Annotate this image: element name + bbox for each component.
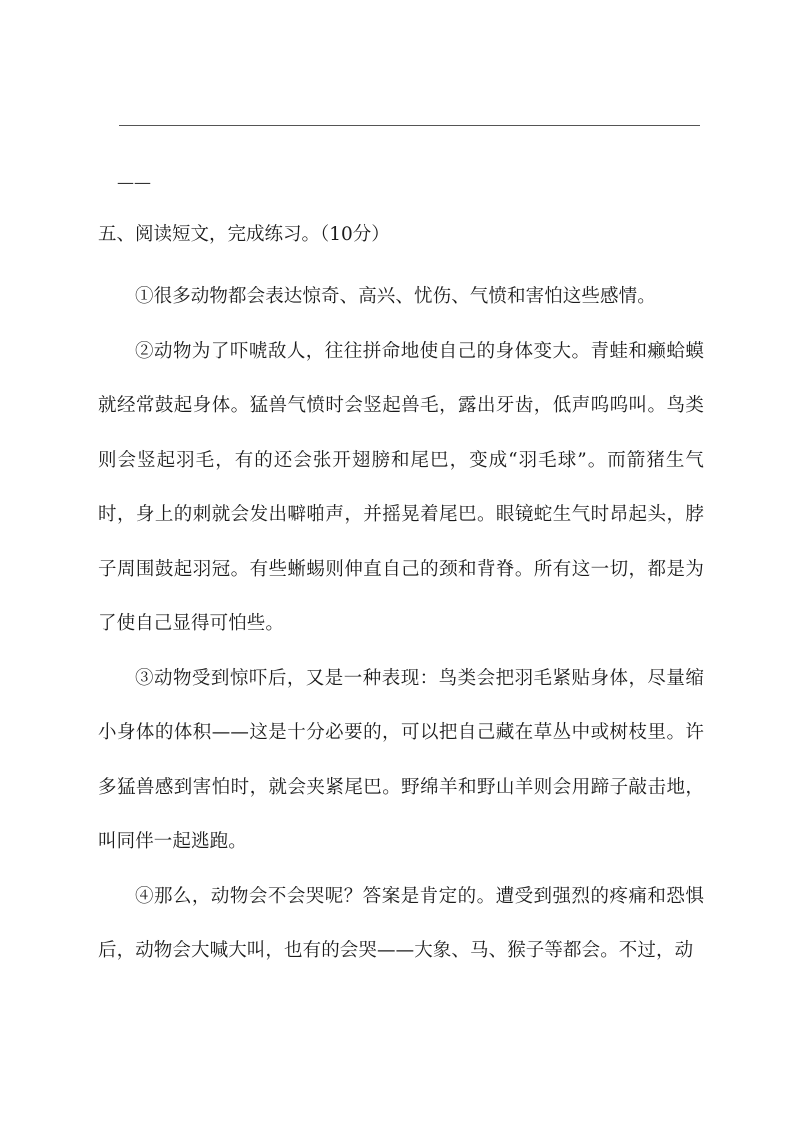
paragraph-1: ①很多动物都会表达惊奇、高兴、忧伤、气愤和害怕这些感情。	[135, 286, 656, 307]
paragraph-3: ③动物受到惊吓后，又是一种表现：鸟类会把羽毛紧贴身体，尽量缩小身体的体积——这是十分必要的，可以把自己藏在草丛中或树枝里。许多猛兽感到害怕时，就会夹紧尾巴。野绵羊和野山羊则会用蹄子敲击地，叫同伴一起逃跑。	[98, 667, 704, 852]
answer-dash: ——	[117, 173, 151, 193]
section-heading: 五、阅读短文，完成练习。（10分）	[98, 224, 390, 245]
paragraph-2: ②动物为了吓唬敌人，往往拼命地使自己的身体变大。青蛙和癞蛤蟆就经常鼓起身体。猛兽气愤时会竖起兽毛，露出牙齿，低声呜呜叫。鸟类则会竖起羽毛，有的还会张开翅膀和尾巴，变成“羽毛球”。而箭猪生气时，身上的刺就会发出噼啪声，并摇晃着尾巴。眼镜蛇生气时昂起头，脖子周围鼓起羽冠。有些蜥蜴则伸直自己的颈和背脊。所有这一切，都是为了使自己显得可怕些。	[98, 340, 704, 634]
answer-line	[119, 125, 700, 126]
paragraph-4: ④那么，动物会不会哭呢？答案是肯定的。遭受到强烈的疼痛和恐惧后，动物会大喊大叫，也有的会哭——大象、马、猴子等都会。不过，动	[98, 885, 704, 961]
reading-passage	[98, 270, 704, 979]
